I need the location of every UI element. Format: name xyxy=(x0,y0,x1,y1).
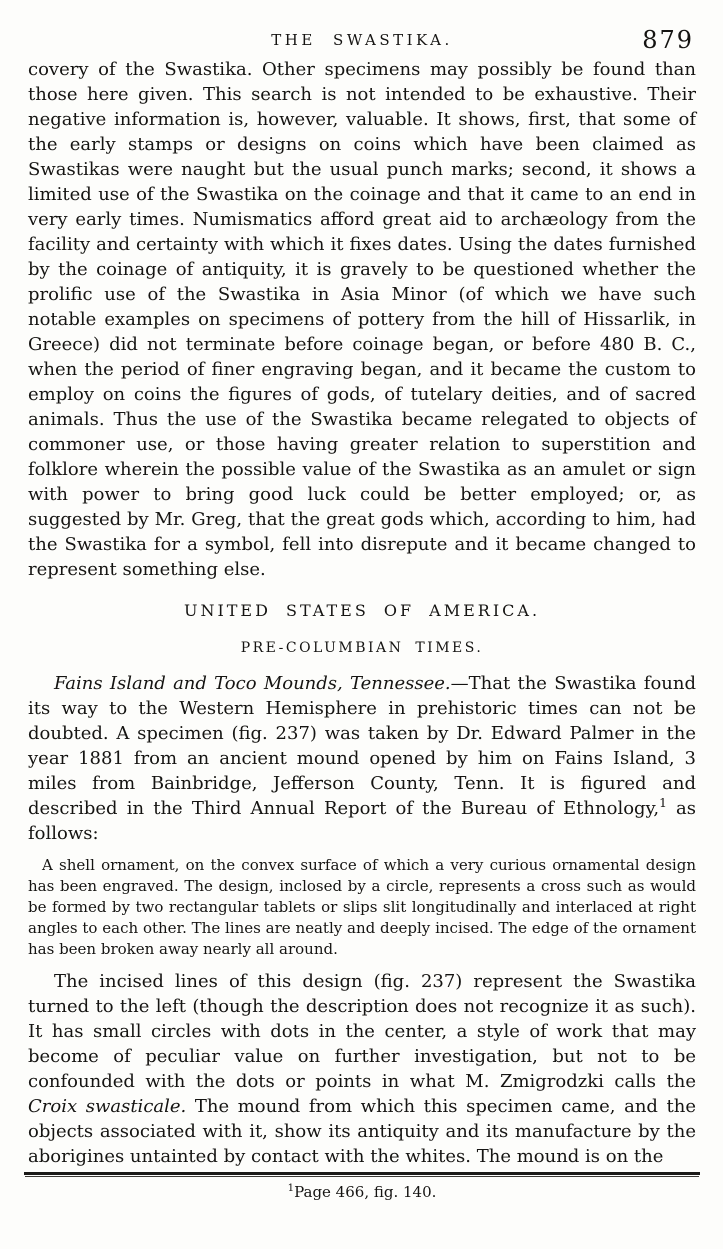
footnote-marker: 1 xyxy=(287,1183,295,1194)
footnote-reference: 1 xyxy=(659,796,667,810)
page-number: 879 xyxy=(642,26,694,54)
footnote-text: Page 466, fig. 140. xyxy=(294,1183,437,1201)
paragraph-text: The mound from which this specimen came, and the objects associated with it, show its antiquity and its manufacture by the aborigines untainted by contact with the whites. The mound is on the xyxy=(28,1096,696,1167)
paragraph-continuation: covery of the Swastika. Other specimens may possibly be found than those here given. This search is not intended to be exhaustive. Their negative information is, however, valuable. It shows, first, that some of the early stamps or designs on coins which have been claimed as Swastikas were naught but the usual punch marks; second, it shows a limited use of the Swastika on the coinage and that it came to an end in very early times. Numismatics afford great aid to archæology from the facility and certainty with which it fixes dates. Using the dates furnished by the coinage of antiquity, it is gravely to be questioned whether the prolific use of the Swastika in Asia Minor (of which we have such notable examples on specimens of pottery from the hill of Hissarlik, in Greece) did not terminate before coinage began, or before 480 B. C., when the period of finer engraving began, and it became the custom to employ on coins the figures of gods, of tutelary deities, and of sacred animals. Thus the use of the Swastika became relegated to objects of commoner use, or those having greater relation to superstition and folklore wherein the possible value of the Swastika as an amulet or sign with power to bring good luck could be better employed; or, as suggested by Mr. Greg, that the great gods which, according to him, had the Swastika for a symbol, fell into disrepute and it became changed to represent something else. xyxy=(28,59,696,580)
footnote xyxy=(28,1182,696,1202)
section-heading: UNITED STATES OF AMERICA. xyxy=(183,601,541,620)
text-block xyxy=(28,57,696,1202)
footnote-rule xyxy=(24,1172,700,1176)
paragraph-lead-italic: Fains Island and Toco Mounds, Tennessee. xyxy=(54,673,451,694)
paragraph-text: as follows: xyxy=(28,798,696,844)
paragraph-text: The incised lines of this design (fig. 237) represent the Swastika turned to the left (though the description does not recognize it as such). It has small circles with dots in the center, a style of work that may become of peculiar value on further investigation, but not to be confounded with the dots or points in what M. Zmigrodzki calls the xyxy=(28,971,696,1092)
paragraph-italic: Croix swasticale. xyxy=(28,1096,187,1117)
paragraph xyxy=(28,671,696,846)
running-head-title: THE SWASTIKA. xyxy=(271,31,453,49)
paragraph-text: —That the Swastika found its way to the Western Hemisphere in prehistoric times can not be doubted. A specimen (fig. 237) was taken by Dr. Edward Palmer in the year 1881 from an ancient mound opened by him on Fains Island, 3 miles from Bainbridge, Jefferson County, Tenn. It is figured and described in the Third Annual Report of the Bureau of Ethnology, xyxy=(28,673,697,819)
running-head xyxy=(28,26,696,56)
block-quote: A shell ornament, on the convex surface of which a very curious ornamental design has been engraved. The design, inclosed by a circle, represents a cross such as would be formed by two rectangular tablets or slips slit longitudinally and interlaced at right angles to each other. The lines are neatly and deeply incised. The edge of the ornament has been broken away nearly all around. xyxy=(28,856,696,958)
subsection-heading: PRE-COLUMBIAN TIMES. xyxy=(240,640,484,656)
paragraph xyxy=(28,969,696,1169)
